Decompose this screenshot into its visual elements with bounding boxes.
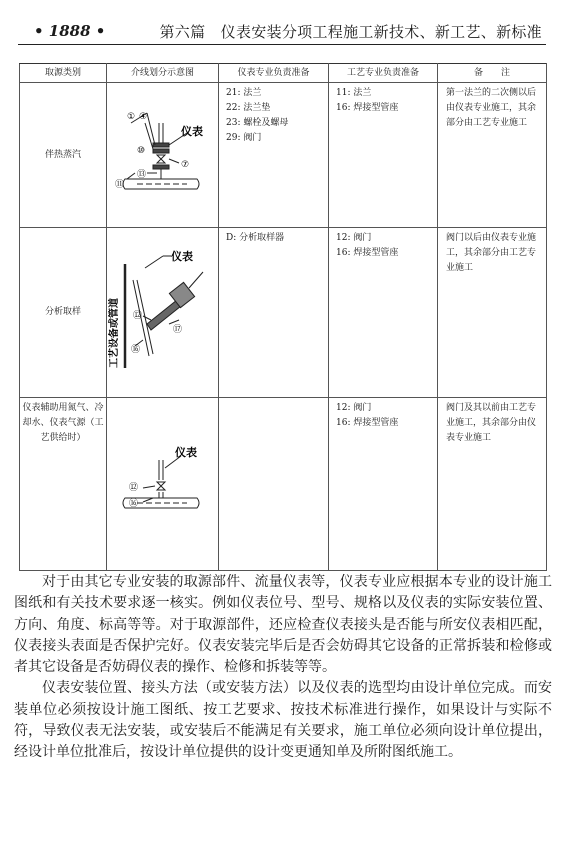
callout-12: ⑫ <box>129 483 139 493</box>
instrument-label: 仪表 <box>181 125 203 138</box>
paragraph: 对于由其它专业安装的取源部件、流量仪表等，仪表专业应根据本专业的设计施工图纸和有关技术要求逐一核实。例如仪表位号、型号、规格以及仪表的实际安装位置、方向、角度、标高等等。对于取源部件，还应检查仪表接头是否能与所安仪表相匹配，仪表接头表面是否保护完好。仪表安装完毕后是否会妨碍其它设备的正常拆装和检修或者其它设备是否妨碍仪表的操作、检修和拆装等等。 <box>14 574 552 676</box>
note-cell: 第一法兰的二次侧以后由仪表专业施工，其余部分由工艺专业施工 <box>438 83 547 228</box>
list-item: 16: 焊接型管座 <box>336 103 399 113</box>
col-header-process: 工艺专业负责准备 <box>329 64 438 83</box>
callout-17: ⑰ <box>173 325 183 335</box>
callout-16: ⑯ <box>129 499 139 509</box>
callout-16: ⑯ <box>131 345 141 355</box>
process-items-cell <box>329 228 438 398</box>
list-item: D: 分析取样器 <box>226 233 285 243</box>
callout-10: ⑩ <box>137 146 146 156</box>
col-header-diagram: 介线划分示意图 <box>107 64 219 83</box>
list-item: 23: 螺栓及螺母 <box>226 118 289 128</box>
table-row <box>20 398 547 571</box>
section-title: 第六篇 仪表安装分项工程施工新技术、新工艺、新标准 <box>159 23 542 41</box>
list-item: 22: 法兰垫 <box>226 103 271 113</box>
callout-4: ④ <box>139 112 148 122</box>
callout-11: ⑪ <box>115 180 125 190</box>
callout-1: ① <box>127 112 136 122</box>
callout-7: ⑦ <box>181 160 190 170</box>
col-header-note: 备 注 <box>438 64 547 83</box>
page-number: • 1888 • <box>34 22 106 40</box>
callout-13: ⑬ <box>137 170 147 180</box>
diagram-cell <box>107 398 219 571</box>
process-items-cell <box>329 398 438 571</box>
list-item: 16: 焊接型管座 <box>336 418 399 428</box>
auxiliary-supply-diagram <box>107 398 219 564</box>
instrument-label: 仪表 <box>175 446 197 459</box>
paragraph: 仪表安装位置、接头方法（或安装方法）以及仪表的选型均由设计单位完成。而安装单位必须按设计施工图纸、按工艺要求、按技术标准进行操作，如果设计与实际不符，导致仪表无法安装，或安装后不能满足有关要求，施工单位必须向设计单位提出，经设计单位批准后，按设计单位提供的设计变更通知单及所附图纸施工。 <box>14 680 552 761</box>
instrument-items-cell <box>219 398 329 571</box>
note-cell: 阀门及其以前由工艺专业施工，其余部分由仪表专业施工 <box>438 398 547 571</box>
note-cell: 阀门以后由仪表专业施工，其余部分由工艺专业施工 <box>438 228 547 398</box>
steam-tracing-diagram <box>107 83 219 221</box>
list-item: 16: 焊接型管座 <box>336 248 399 258</box>
diagram-cell <box>107 83 219 228</box>
table-row <box>20 83 547 228</box>
instrument-items-cell <box>219 228 329 398</box>
col-header-instrument: 仪表专业负责准备 <box>219 64 329 83</box>
category-cell: 伴热蒸汽 <box>20 83 107 228</box>
list-item: 12: 阀门 <box>336 233 372 243</box>
analysis-sampling-diagram <box>107 228 219 391</box>
category-cell: 分析取样 <box>20 228 107 398</box>
col-header-category: 取源类别 <box>20 64 107 83</box>
process-pipe-label: 工艺设备或管道 <box>109 298 120 368</box>
list-item: 21: 法兰 <box>226 88 262 98</box>
header-rule <box>18 44 546 45</box>
responsibility-table <box>19 63 547 571</box>
diagram-cell <box>107 228 219 398</box>
table-row <box>20 228 547 398</box>
list-item: 29: 阀门 <box>226 133 262 143</box>
list-item: 11: 法兰 <box>336 88 372 98</box>
table-header-row <box>20 64 547 83</box>
category-cell: 仪表辅助用氮气、冷却水、仪表气源（工艺供给时） <box>20 398 107 571</box>
callout-12: ⑫ <box>133 311 143 321</box>
instrument-items-cell <box>219 83 329 228</box>
body-text <box>14 572 552 764</box>
process-items-cell <box>329 83 438 228</box>
instrument-label: 仪表 <box>171 250 193 263</box>
list-item: 12: 阀门 <box>336 403 372 413</box>
